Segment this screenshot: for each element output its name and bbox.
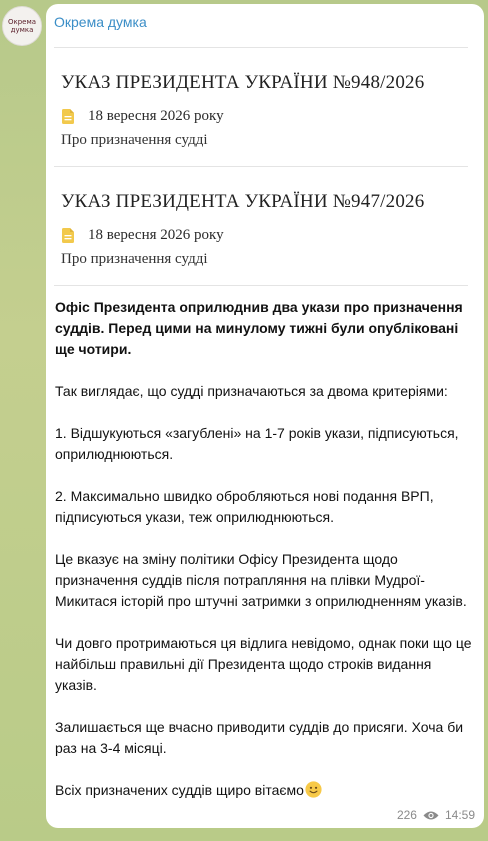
message-paragraph: Так виглядає, що судді призначаються за двома критеріями: bbox=[55, 383, 448, 399]
document-subtitle: Про призначення судді bbox=[61, 132, 208, 148]
message-paragraph-last bbox=[55, 780, 473, 801]
message-paragraph: Це вказує на зміну політики Офісу Президента щодо призначення суддів після потрапляння на плівки Мудрої-Микитася історій про штучні затримки з оприлюдненням указів. bbox=[55, 551, 467, 609]
eye-icon bbox=[423, 810, 439, 821]
document-title: УКАЗ ПРЕЗИДЕНТА УКРАЇНИ №948/2026 bbox=[61, 72, 425, 93]
message-paragraph: 2. Максимально швидко обробляються нові подання ВРП, підписуються укази, теж оприлюднюються. bbox=[55, 488, 434, 525]
message-paragraph-text: Всіх призначених суддів щиро вітаємо bbox=[55, 782, 304, 798]
message-bubble bbox=[46, 4, 484, 828]
document-title: УКАЗ ПРЕЗИДЕНТА УКРАЇНИ №947/2026 bbox=[61, 191, 425, 212]
message-text bbox=[55, 297, 473, 801]
document-date: 18 вересня 2026 року bbox=[88, 227, 224, 243]
avatar-text-line2: думка bbox=[10, 26, 34, 34]
document-icon bbox=[62, 228, 74, 243]
document-preview-947[interactable] bbox=[54, 166, 468, 286]
channel-avatar[interactable] bbox=[2, 6, 42, 46]
message-time: 14:59 bbox=[444, 808, 475, 822]
message-paragraph: Чи довго протримаються ця відлига невідомо, однак поки що це найбільш правильні дії Президента щодо строків видання указів. bbox=[55, 635, 472, 693]
message-meta bbox=[397, 808, 475, 822]
document-icon bbox=[62, 109, 74, 124]
document-date-row bbox=[62, 108, 224, 125]
document-subtitle: Про призначення судді bbox=[61, 251, 208, 267]
document-preview-948[interactable] bbox=[54, 47, 468, 166]
message-paragraph-intro: Офіс Президента оприлюднив два укази про призначення суддів. Перед цими на минулому тижні були опубліковані ще чотири. bbox=[55, 299, 463, 357]
slightly-smiling-face-icon bbox=[305, 781, 322, 798]
document-date-row bbox=[62, 227, 224, 244]
channel-name[interactable]: Окрема думка bbox=[54, 14, 147, 30]
message-paragraph: 1. Відшукуються «загублені» на 1-7 років укази, підписуються, оприлюднюються. bbox=[55, 425, 459, 462]
view-count: 226 bbox=[396, 808, 417, 822]
avatar-text-line1: Окрема bbox=[7, 18, 37, 26]
message-paragraph: Залишається ще вчасно приводити суддів до присяги. Хоча би раз на 3-4 місяці. bbox=[55, 719, 464, 756]
document-date: 18 вересня 2026 року bbox=[88, 108, 224, 124]
